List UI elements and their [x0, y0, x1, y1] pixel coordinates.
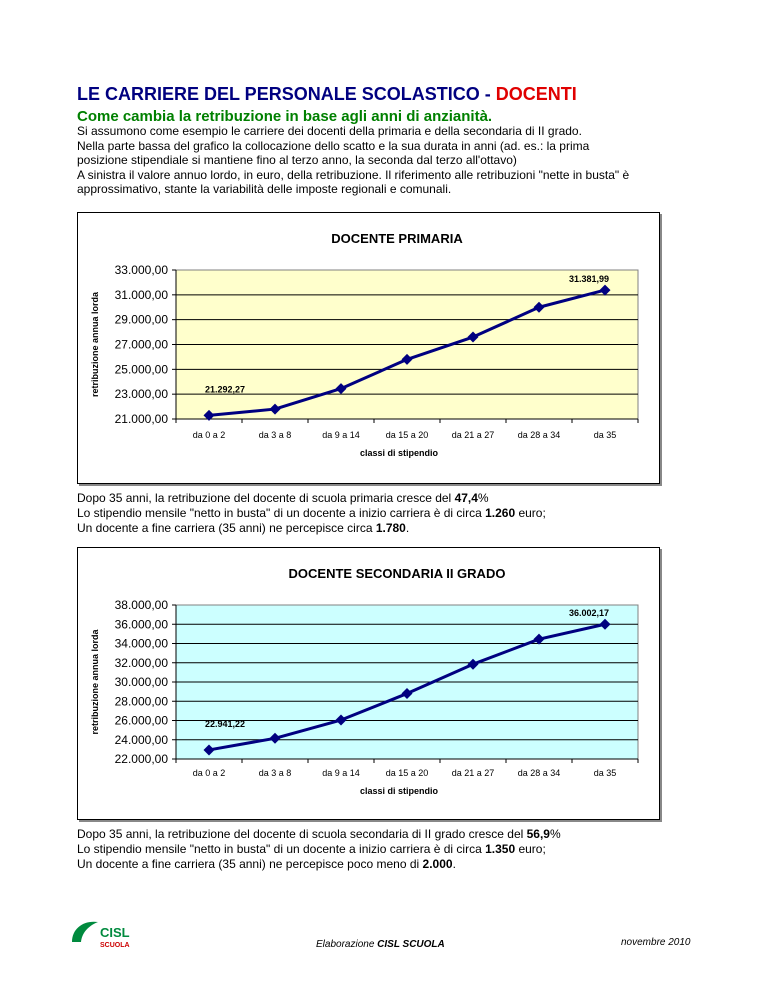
- intro-text: [77, 124, 637, 197]
- page-title-accent: DOCENTI: [495, 84, 577, 104]
- page-title-main: LE CARRIERE DEL PERSONALE SCOLASTICO -: [77, 84, 496, 104]
- y-tick-label: 31.000,00: [114, 287, 168, 302]
- x-tick-label: da 35: [593, 768, 617, 778]
- y-axis-label: retribuzione annua lorda: [90, 629, 100, 735]
- notes-line: Un docente a fine carriera (35 anni) ne percepisce circa 1.780.: [77, 521, 410, 535]
- logo-text-bottom: SCUOLA: [100, 942, 130, 949]
- y-tick-label: 30.000,00: [114, 675, 168, 689]
- y-tick-label: 25.000,00: [114, 362, 168, 377]
- notes-secondaria: [77, 827, 697, 872]
- notes-line: Un docente a fine carriera (35 anni) ne percepisce poco meno di 2.000.: [77, 857, 456, 871]
- x-tick-label: da 28 a 34: [517, 430, 561, 440]
- cisl-scuola-logo: [70, 916, 130, 952]
- notes-line: Dopo 35 anni, la retribuzione del docente di scuola primaria cresce del 47,4%: [77, 491, 489, 505]
- y-tick-label: 36.000,00: [114, 617, 168, 632]
- x-axis-label: classi di stipendio: [359, 448, 439, 458]
- notes-primaria: [77, 491, 697, 536]
- chart-primaria: [77, 212, 660, 484]
- x-tick-label: da 28 a 34: [517, 768, 561, 778]
- x-tick-label: da 0 a 2: [192, 768, 226, 778]
- chart-title: DOCENTE SECONDARIA II GRADO: [288, 566, 506, 581]
- y-tick-label: 21.000,00: [114, 412, 168, 426]
- chart-secondaria: [77, 547, 660, 820]
- x-tick-label: da 3 a 8: [258, 768, 292, 778]
- y-tick-label: 29.000,00: [114, 312, 168, 327]
- data-label: 36.002,17: [568, 608, 609, 619]
- y-tick-label: 23.000,00: [114, 387, 168, 402]
- y-tick-label: 26.000,00: [114, 713, 168, 728]
- x-tick-label: da 9 a 14: [322, 768, 360, 778]
- data-label: 21.292,27: [205, 384, 246, 395]
- chart-secondaria-svg: [78, 548, 659, 819]
- x-tick-label: da 21 a 27: [451, 768, 495, 778]
- logo-text-top: CISL: [100, 925, 130, 940]
- intro-line: Si assumono come esempio le carriere dei docenti della primaria e della secondaria di II grado.: [77, 124, 582, 138]
- chart-title: DOCENTE PRIMARIA: [331, 231, 463, 246]
- x-tick-label: da 0 a 2: [192, 430, 226, 440]
- x-tick-label: da 3 a 8: [258, 430, 292, 440]
- y-tick-label: 32.000,00: [114, 655, 168, 670]
- notes-line: Lo stipendio mensile "netto in busta" di un docente a inizio carriera è di circa 1.260 euro;: [77, 506, 546, 520]
- notes-line: Dopo 35 anni, la retribuzione del docente di scuola secondaria di II grado cresce del 56,9%: [77, 827, 561, 841]
- y-tick-label: 34.000,00: [114, 636, 168, 651]
- y-tick-label: 24.000,00: [114, 732, 168, 747]
- page-subtitle: Come cambia la retribuzione in base agli anni di anzianità.: [77, 108, 493, 125]
- x-tick-label: da 21 a 27: [451, 430, 495, 440]
- data-label: 22.941,22: [205, 718, 246, 729]
- chart-primaria-svg: [78, 213, 659, 483]
- x-tick-label: da 35: [593, 430, 617, 440]
- logo-leaf-icon: [72, 922, 98, 942]
- y-tick-label: 22.000,00: [114, 752, 168, 766]
- x-tick-label: da 15 a 20: [385, 430, 429, 440]
- x-axis-label: classi di stipendio: [359, 786, 439, 796]
- x-tick-label: da 9 a 14: [322, 430, 360, 440]
- intro-line: Nella parte bassa del grafico la collocazione dello scatto e la sua durata in anni (ad. es.: la prima posizione stipendiale si mantiene fino al terzo anno, la seconda dal terzo all'ottavo): [77, 138, 590, 168]
- footer-credit: Elaborazione CISL SCUOLA: [316, 939, 445, 950]
- intro-line: A sinistra il valore annuo lordo, in euro, della retribuzione. Il riferimento alle retribuzioni "nette in busta" è approssimativo, stante la variabilità delle imposte regionali e comunali.: [77, 167, 630, 197]
- page-title: [77, 84, 577, 105]
- y-axis-label: retribuzione annua lorda: [90, 291, 100, 398]
- y-tick-label: 38.000,00: [114, 598, 168, 612]
- data-label: 31.381,99: [568, 274, 609, 285]
- x-tick-label: da 15 a 20: [385, 768, 429, 778]
- y-tick-label: 27.000,00: [114, 337, 168, 352]
- notes-line: Lo stipendio mensile "netto in busta" di un docente a inizio carriera è di circa 1.350 euro;: [77, 842, 546, 856]
- footer-date: novembre 2010: [621, 937, 691, 948]
- y-tick-label: 33.000,00: [114, 263, 168, 277]
- y-tick-label: 28.000,00: [114, 694, 168, 709]
